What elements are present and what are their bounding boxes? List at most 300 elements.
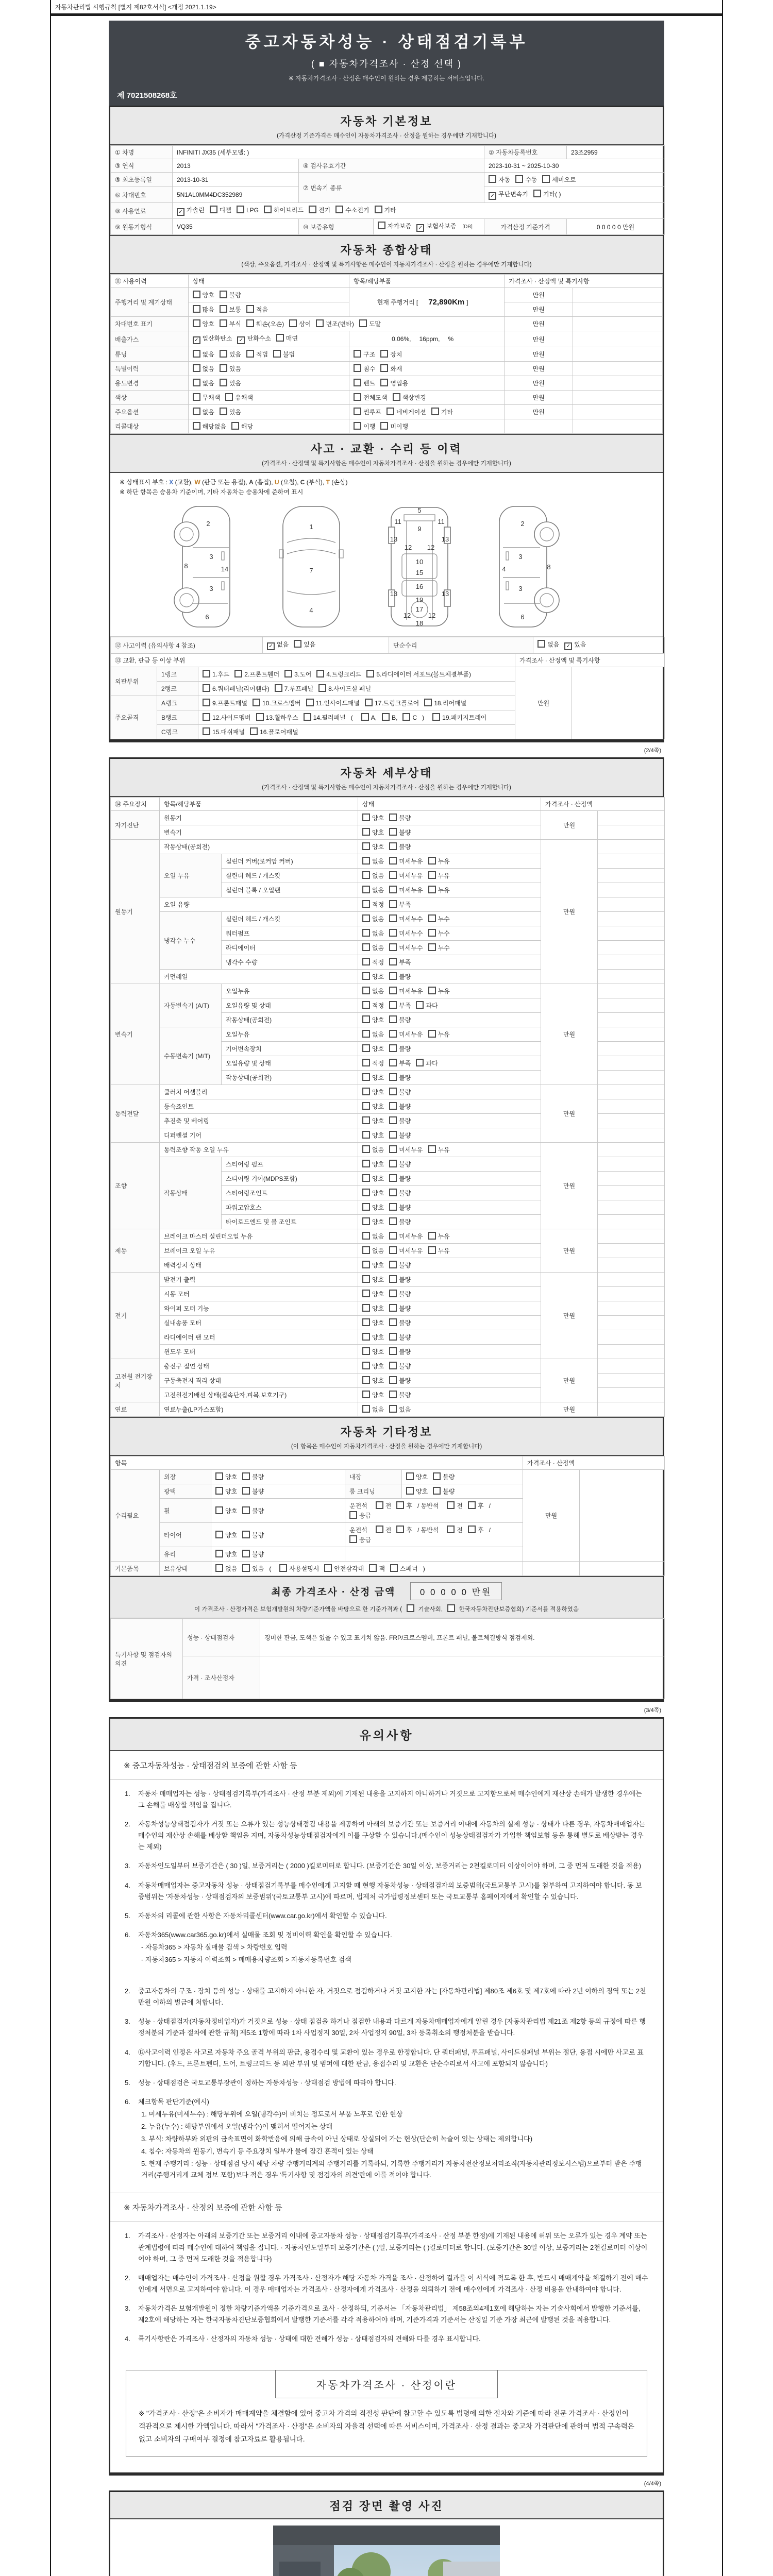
checkbox[interactable] xyxy=(433,1472,441,1480)
checkbox[interactable] xyxy=(537,640,545,648)
checkbox[interactable] xyxy=(382,713,390,721)
checkbox[interactable] xyxy=(428,1246,436,1254)
checkbox[interactable] xyxy=(215,1487,223,1495)
checkbox[interactable] xyxy=(378,222,385,229)
option xyxy=(354,408,381,416)
checkbox[interactable] xyxy=(389,1203,397,1211)
checkbox[interactable] xyxy=(416,1059,424,1066)
checkbox[interactable] xyxy=(309,206,316,213)
cell: 상태 xyxy=(358,798,541,811)
checkbox[interactable] xyxy=(428,871,436,879)
option-label: 양호 xyxy=(202,320,214,328)
checkbox[interactable] xyxy=(203,684,210,692)
checkbox[interactable] xyxy=(349,1535,357,1543)
checkbox[interactable] xyxy=(389,1232,397,1240)
cell: 특기사항 및 점검자의 의견 xyxy=(111,1619,183,1699)
checkbox[interactable] xyxy=(242,1506,250,1514)
checkbox[interactable] xyxy=(203,713,210,721)
checkbox[interactable] xyxy=(431,408,439,415)
checkbox[interactable] xyxy=(468,1501,476,1509)
cell xyxy=(598,1128,665,1143)
checkbox[interactable] xyxy=(389,1059,397,1066)
checkbox[interactable] xyxy=(242,1550,250,1557)
checkbox[interactable] xyxy=(389,1261,397,1268)
cell: 룸 크리닝 xyxy=(345,1484,402,1499)
checkbox[interactable] xyxy=(389,1030,397,1038)
checkbox[interactable] xyxy=(428,1030,436,1038)
option-label: 기타 xyxy=(384,207,396,214)
checkbox[interactable] xyxy=(362,1116,370,1124)
box-notice xyxy=(109,1717,664,2476)
option-label: 해당없음 xyxy=(202,423,226,430)
checkbox[interactable] xyxy=(389,914,397,922)
checkbox[interactable] xyxy=(193,305,200,313)
checkbox[interactable] xyxy=(242,1487,250,1495)
appraiser-comment xyxy=(260,1656,665,1699)
checkbox[interactable] xyxy=(354,422,361,430)
checkbox[interactable] xyxy=(361,713,369,721)
checkbox[interactable] xyxy=(318,684,326,692)
checkbox[interactable] xyxy=(316,319,324,327)
checkbox[interactable] xyxy=(389,1001,397,1009)
checkbox[interactable] xyxy=(389,828,397,836)
base-price-value: 0 0 0 0 0 만원 xyxy=(567,219,665,235)
option xyxy=(389,1203,411,1212)
checkbox[interactable] xyxy=(242,1564,250,1572)
checkbox[interactable] xyxy=(362,828,370,836)
checkbox[interactable] xyxy=(375,206,382,213)
checkbox[interactable] xyxy=(220,319,227,327)
checkbox[interactable] xyxy=(390,1564,398,1572)
checkbox-checked[interactable]: ✓ xyxy=(177,208,184,216)
checkbox[interactable] xyxy=(428,1145,436,1153)
checkbox[interactable] xyxy=(354,408,361,415)
diagram-part-number: 12 xyxy=(427,544,435,551)
checkbox[interactable] xyxy=(389,1189,397,1196)
checkbox[interactable] xyxy=(489,175,496,183)
checkbox[interactable] xyxy=(362,1059,370,1066)
checkbox[interactable] xyxy=(362,1088,370,1095)
option xyxy=(447,1501,463,1510)
option-label: 적법 xyxy=(256,351,268,358)
checkbox[interactable] xyxy=(447,1604,455,1612)
checkbox[interactable] xyxy=(362,886,370,893)
box-photos xyxy=(109,2490,664,2576)
checkbox[interactable] xyxy=(389,1362,397,1369)
checkbox[interactable] xyxy=(468,1526,476,1533)
option xyxy=(515,175,537,184)
checkbox[interactable] xyxy=(362,914,370,922)
checkbox[interactable] xyxy=(276,334,284,342)
checkbox[interactable] xyxy=(389,1015,397,1023)
checkbox[interactable] xyxy=(250,727,258,735)
checkbox[interactable] xyxy=(193,291,200,298)
checkbox[interactable] xyxy=(389,886,397,893)
checkbox[interactable] xyxy=(389,987,397,994)
option-label: 양호 xyxy=(372,1175,384,1182)
checkbox[interactable] xyxy=(428,943,436,951)
option-label: 양호 xyxy=(372,1074,384,1081)
option-label: 14.필러패널 xyxy=(313,714,346,721)
option xyxy=(428,1246,450,1255)
checkbox[interactable] xyxy=(428,886,436,893)
option-label: 불량 xyxy=(399,1117,411,1125)
checkbox[interactable] xyxy=(402,713,410,721)
notice-item: 2. 매매업자는 매수인이 가격조사 · 산정을 원할 경우 가격조사 · 산정자가 해당 자동차 가격을 조사 · 산정하여 결과를 이 서식에 적도록 한 후, 반드시 매매계약을 체결하기 전에 매수인에게 서면으로 고지하여야 합니다. 이 경우 매매업자는 가격조사 · 산정자에게 가격조사 · 산정을 의뢰하기 전에 매수인에게 가격조사 · 산정 비용을 안내하여야 합니다. xyxy=(125,2274,648,2293)
checkbox[interactable] xyxy=(380,422,388,430)
option-label: 무채색 xyxy=(202,394,221,401)
checkbox[interactable] xyxy=(242,1531,250,1538)
wheel-icon xyxy=(174,522,199,547)
section-detail-title: 자동차 세부상태 xyxy=(340,767,433,779)
checkbox[interactable] xyxy=(396,1526,404,1533)
checkbox[interactable] xyxy=(362,958,370,965)
checkbox[interactable] xyxy=(389,1116,397,1124)
cell xyxy=(533,637,665,653)
checkbox[interactable] xyxy=(389,1391,397,1398)
checkbox[interactable] xyxy=(416,1001,424,1009)
checkbox-checked[interactable]: ✓ xyxy=(237,336,245,344)
option xyxy=(220,379,241,387)
checkbox[interactable] xyxy=(362,987,370,994)
checkbox[interactable] xyxy=(256,713,264,721)
checkbox[interactable] xyxy=(225,393,233,401)
cell: 가격조사 · 산정액 및 특기사항 xyxy=(505,275,663,288)
checkbox[interactable] xyxy=(362,1261,370,1268)
option-label: 불량 xyxy=(399,1161,411,1168)
checkbox[interactable] xyxy=(389,900,397,908)
checkbox-checked[interactable]: ✓ xyxy=(564,642,572,650)
checkbox[interactable] xyxy=(389,1174,397,1182)
option xyxy=(193,350,214,359)
option xyxy=(389,1405,411,1414)
checkbox[interactable] xyxy=(203,699,210,706)
checkbox[interactable] xyxy=(306,699,314,706)
checkbox[interactable] xyxy=(220,350,227,358)
checkbox[interactable] xyxy=(193,393,200,401)
checkbox[interactable] xyxy=(369,1564,377,1572)
diagram-part-number: 13 xyxy=(390,535,398,543)
checkbox[interactable] xyxy=(362,1362,370,1369)
checkbox[interactable] xyxy=(210,206,217,213)
final-note-pre: 이 가격조사 · 산정가격은 보험개발원의 차량기준가액을 바탕으로 한 기준가격과 ( xyxy=(194,1606,402,1613)
checkbox[interactable] xyxy=(193,319,200,327)
checkbox[interactable] xyxy=(389,1217,397,1225)
cell: 냉각수 수량 xyxy=(222,955,358,970)
option xyxy=(362,1073,384,1082)
checkbox[interactable] xyxy=(362,1232,370,1240)
option-label: 양호 xyxy=(372,1262,384,1269)
checkbox[interactable] xyxy=(362,1203,370,1211)
checkbox[interactable] xyxy=(362,1333,370,1341)
checkbox[interactable] xyxy=(362,842,370,850)
checkbox[interactable] xyxy=(362,1275,370,1283)
checkbox[interactable] xyxy=(389,1044,397,1052)
checkbox[interactable] xyxy=(220,291,227,298)
checkbox[interactable] xyxy=(393,393,400,401)
checkbox[interactable] xyxy=(231,422,239,430)
cell: 주행거리 및 계기상태 xyxy=(111,288,189,317)
option xyxy=(389,943,423,952)
checkbox[interactable] xyxy=(389,1246,397,1254)
checkbox-checked[interactable]: ✓ xyxy=(193,336,200,344)
checkbox[interactable] xyxy=(433,1487,441,1495)
option xyxy=(354,350,375,359)
cell: 원동기 xyxy=(111,840,160,984)
checkbox[interactable] xyxy=(362,857,370,865)
checkbox[interactable] xyxy=(362,1160,370,1167)
option xyxy=(193,334,232,344)
checkbox[interactable] xyxy=(362,1145,370,1153)
checkbox[interactable] xyxy=(284,670,292,677)
cell: 만원 xyxy=(541,984,598,1085)
option-label: 불량 xyxy=(399,1089,411,1096)
checkbox[interactable] xyxy=(215,1564,223,1572)
cell: 주요옵션 xyxy=(111,405,189,419)
section-overall-header xyxy=(110,235,663,274)
option xyxy=(242,1472,264,1481)
checkbox[interactable] xyxy=(279,1564,287,1572)
cell xyxy=(358,1359,541,1374)
checkbox[interactable] xyxy=(246,350,254,358)
checkbox[interactable] xyxy=(193,379,200,386)
checkbox[interactable] xyxy=(359,319,367,327)
checkbox[interactable] xyxy=(376,1526,383,1533)
checkbox-checked[interactable]: ✓ xyxy=(416,224,424,232)
option xyxy=(389,857,423,866)
checkbox[interactable] xyxy=(203,670,210,677)
option-label: 불량 xyxy=(399,1334,411,1341)
checkbox[interactable] xyxy=(362,1290,370,1297)
checkbox-checked[interactable]: ✓ xyxy=(267,642,275,650)
checkbox[interactable] xyxy=(362,1030,370,1038)
checkbox[interactable] xyxy=(362,900,370,908)
checkbox[interactable] xyxy=(389,958,397,965)
option xyxy=(361,713,377,721)
checkbox[interactable] xyxy=(389,1145,397,1153)
checkbox[interactable] xyxy=(428,857,436,865)
section-basic-header xyxy=(110,107,663,145)
checkbox[interactable] xyxy=(362,1304,370,1312)
checkbox[interactable] xyxy=(407,1604,414,1612)
checkbox[interactable] xyxy=(362,871,370,879)
option xyxy=(380,422,408,431)
checkbox[interactable] xyxy=(432,713,440,721)
checkbox[interactable] xyxy=(362,1001,370,1009)
checkbox[interactable] xyxy=(234,670,242,677)
checkbox[interactable] xyxy=(294,640,301,648)
checkbox[interactable] xyxy=(349,1511,357,1519)
checkbox[interactable] xyxy=(389,972,397,980)
checkbox[interactable] xyxy=(380,364,388,372)
diagram-part-number: 8 xyxy=(547,563,551,571)
checkbox[interactable] xyxy=(237,206,244,213)
checkbox[interactable] xyxy=(264,206,272,213)
cell xyxy=(580,1470,665,1562)
checkbox[interactable] xyxy=(389,871,397,879)
option-label: 불량 xyxy=(399,1276,411,1283)
checkbox[interactable] xyxy=(215,1506,223,1514)
inspector-comment: 경미한 판금, 도색은 있을 수 있고 표기치 않음. FRP/크로스멤버, 프론트 패널, 볼트체결방식 점검제외. xyxy=(260,1619,665,1656)
checkbox[interactable] xyxy=(246,319,254,327)
option-label: 누유 xyxy=(438,887,450,894)
checkbox[interactable] xyxy=(316,670,324,677)
checkbox[interactable] xyxy=(389,1333,397,1341)
checkbox[interactable] xyxy=(389,1304,397,1312)
checkbox[interactable] xyxy=(362,1174,370,1182)
checkbox[interactable] xyxy=(376,1501,383,1509)
checkbox[interactable] xyxy=(362,1347,370,1355)
checkbox[interactable] xyxy=(533,190,541,197)
cell xyxy=(598,998,665,1013)
checkbox[interactable] xyxy=(362,929,370,937)
checkbox[interactable] xyxy=(389,1131,397,1139)
option xyxy=(393,393,426,402)
checkbox[interactable] xyxy=(515,175,523,183)
checkbox[interactable] xyxy=(389,1290,397,1297)
checkbox[interactable] xyxy=(542,175,550,183)
option xyxy=(267,640,289,650)
checkbox[interactable] xyxy=(193,422,200,430)
checkbox[interactable] xyxy=(389,1347,397,1355)
option-label: 있음 xyxy=(229,351,241,358)
checkbox[interactable] xyxy=(354,350,361,358)
cell: 만원 xyxy=(505,302,573,317)
checkbox[interactable] xyxy=(362,1405,370,1413)
checkbox[interactable] xyxy=(389,842,397,850)
checkbox[interactable] xyxy=(362,814,370,821)
checkbox[interactable] xyxy=(273,350,281,358)
checkbox[interactable] xyxy=(389,1275,397,1283)
checkbox[interactable] xyxy=(362,1391,370,1398)
checkbox[interactable] xyxy=(304,713,311,721)
checkbox[interactable] xyxy=(428,914,436,922)
checkbox[interactable] xyxy=(362,1102,370,1110)
diagram-part-number: 11 xyxy=(394,518,401,526)
checkbox[interactable] xyxy=(220,379,227,386)
option-label: 많음 xyxy=(202,306,214,313)
checkbox[interactable] xyxy=(289,319,297,327)
checkbox[interactable] xyxy=(203,727,210,735)
checkbox[interactable] xyxy=(362,1376,370,1384)
checkbox[interactable] xyxy=(335,206,343,213)
checkbox[interactable] xyxy=(362,1015,370,1023)
checkbox[interactable] xyxy=(220,408,227,415)
checkbox[interactable] xyxy=(275,684,282,692)
checkbox[interactable] xyxy=(389,1073,397,1081)
checkbox[interactable] xyxy=(406,1472,414,1480)
checkbox[interactable] xyxy=(220,364,227,372)
checkbox[interactable] xyxy=(389,1405,397,1413)
checkbox[interactable] xyxy=(389,1376,397,1384)
cell xyxy=(358,811,541,825)
checkbox[interactable] xyxy=(396,1501,404,1509)
cell xyxy=(573,302,663,317)
checkbox[interactable] xyxy=(354,364,361,372)
checkbox[interactable] xyxy=(447,1526,455,1533)
cell xyxy=(358,1157,541,1172)
checkbox[interactable] xyxy=(366,670,374,677)
checkbox[interactable] xyxy=(215,1472,223,1480)
checkbox[interactable] xyxy=(406,1487,414,1495)
option-label: 불량 xyxy=(399,1016,411,1024)
option xyxy=(256,713,298,722)
option-label: 양호 xyxy=(372,1045,384,1053)
checkbox[interactable] xyxy=(380,350,388,358)
checkbox[interactable] xyxy=(362,1318,370,1326)
checkbox[interactable] xyxy=(389,857,397,865)
checkbox[interactable] xyxy=(324,1564,332,1572)
option-label: 없음 xyxy=(372,1247,384,1255)
checkbox[interactable] xyxy=(389,1088,397,1095)
option-label: 과다 xyxy=(426,1002,438,1009)
option-label: 응급 xyxy=(359,1536,372,1544)
checkbox[interactable] xyxy=(389,814,397,821)
checkbox[interactable] xyxy=(362,1073,370,1081)
checkbox[interactable] xyxy=(428,1232,436,1240)
final-price-band xyxy=(110,1576,663,1618)
option-label: 미세누유 xyxy=(399,1233,423,1240)
checkbox[interactable] xyxy=(428,987,436,994)
checkbox[interactable] xyxy=(215,1531,223,1538)
checkbox[interactable] xyxy=(362,972,370,980)
checkbox[interactable] xyxy=(362,1044,370,1052)
checkbox[interactable] xyxy=(389,1160,397,1167)
checkbox-checked[interactable]: ✓ xyxy=(489,192,496,200)
checkbox[interactable] xyxy=(253,699,260,706)
option-label: 없음 xyxy=(202,409,214,416)
checkbox[interactable] xyxy=(354,393,361,401)
checkbox[interactable] xyxy=(386,408,394,415)
cell: ① 차명 xyxy=(111,146,173,159)
option-label: 전기 xyxy=(318,207,331,214)
checkbox[interactable] xyxy=(447,1501,455,1509)
checkbox[interactable] xyxy=(389,929,397,937)
section-detail-header xyxy=(110,759,663,797)
checkbox[interactable] xyxy=(193,350,200,358)
wheel-icon xyxy=(174,588,199,613)
checkbox[interactable] xyxy=(380,379,388,386)
option xyxy=(389,1044,411,1053)
option-label: 양호 xyxy=(372,1319,384,1327)
checkbox[interactable] xyxy=(428,929,436,937)
checkbox[interactable] xyxy=(220,305,227,313)
checkbox[interactable] xyxy=(362,1131,370,1139)
checkbox[interactable] xyxy=(389,1102,397,1110)
checkbox[interactable] xyxy=(362,1217,370,1225)
option xyxy=(193,408,214,416)
checkbox[interactable] xyxy=(389,1318,397,1326)
model-year-value: 2013 xyxy=(173,159,299,173)
checkbox[interactable] xyxy=(215,1550,223,1557)
checkbox[interactable] xyxy=(389,943,397,951)
basic-info-table xyxy=(110,145,663,235)
checkbox[interactable] xyxy=(242,1472,250,1480)
option xyxy=(431,408,453,416)
cell xyxy=(598,1215,665,1229)
checkbox[interactable] xyxy=(365,699,373,706)
checkbox[interactable] xyxy=(362,943,370,951)
checkbox[interactable] xyxy=(354,379,361,386)
notice-item: 1. 가격조사 · 산정자는 아래의 보증기간 또는 보증거리 이내에 중고자동차 성능 · 상태점검기록부(가격조사 · 산정 부분 한정)에 기재된 내용에 허위 또는 오류가 있는 경우 계약 또는 관계법령에 따라 매수인에 대하여 책임을 집니다. · 자동차인도일부터 보증기간은 ( )일, 보증거리는 ( )킬로미터로 합니다. (보증기간은 30일 이상, 보증거리는 2천킬로미터 이상이어야 하며, 그 중 먼저 도래한 것을 적용합니다) xyxy=(125,2232,648,2263)
checkbox[interactable] xyxy=(424,699,432,706)
checkbox[interactable] xyxy=(246,305,254,313)
checkbox[interactable] xyxy=(362,1189,370,1196)
diagram-part-number: 13 xyxy=(390,590,398,598)
checkbox[interactable] xyxy=(362,1246,370,1254)
checkbox[interactable] xyxy=(193,408,200,415)
checkbox[interactable] xyxy=(193,364,200,372)
